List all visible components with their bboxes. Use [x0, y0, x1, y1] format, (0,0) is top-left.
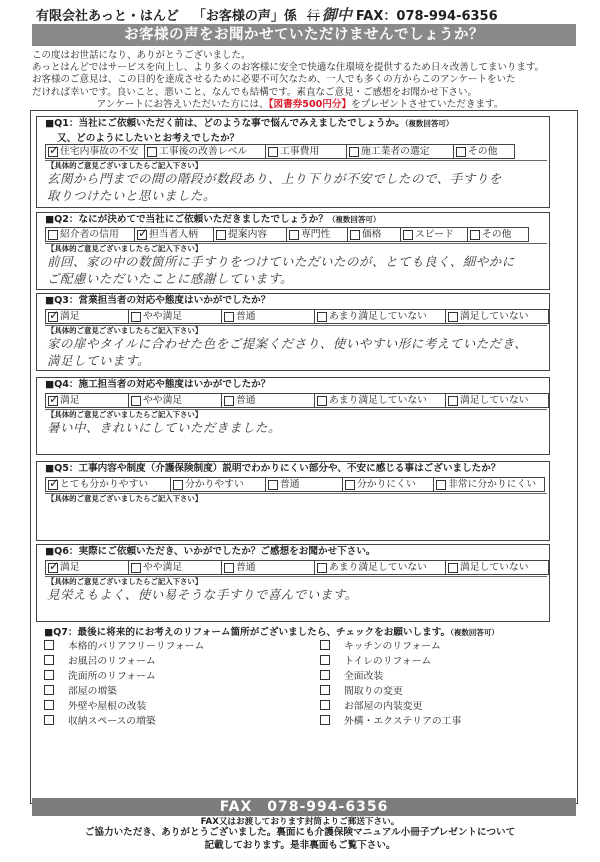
checkbox-checked-icon[interactable]: [48, 147, 58, 157]
q7-option-toilet[interactable]: トイレのリフォーム: [320, 653, 431, 666]
present-notice: [0, 96, 600, 110]
handwritten-onchu: 御中: [321, 5, 352, 24]
q5-option-very-unclear[interactable]: 非常に分かりにくい: [433, 477, 545, 492]
q6-handwritten-answer: 見栄えもよく、使い易そうな手すりで喜んでいます。: [47, 587, 358, 602]
checkbox-icon[interactable]: [131, 396, 141, 406]
q3-option-satisfied[interactable]: ✓ 満足: [45, 309, 129, 324]
q2-options: [45, 227, 528, 242]
question-q2: [36, 212, 550, 290]
checkbox-icon[interactable]: [44, 685, 54, 695]
q5-option-unclear[interactable]: 分かりにくい: [342, 477, 434, 492]
checkbox-icon[interactable]: [224, 312, 234, 322]
checkbox-icon[interactable]: [448, 312, 458, 322]
present-text: アンケートにお答えいただいた方には、: [96, 99, 269, 110]
checkbox-icon[interactable]: [448, 563, 458, 573]
q7-option-barrier-free[interactable]: 本格的バリアフリーリフォーム: [44, 638, 204, 651]
q7-option-layout-change[interactable]: 間取りの変更: [320, 683, 403, 696]
checkbox-icon[interactable]: [216, 230, 226, 240]
checkbox-icon[interactable]: [224, 396, 234, 406]
q7-option-exterior-wall[interactable]: 外壁や屋根の改装: [44, 698, 146, 711]
footer-fax-number: FAX 078-994-6356: [32, 798, 576, 816]
checkbox-icon[interactable]: [289, 230, 299, 240]
q3-title: ■Q3：営業担当者の対応や態度はいかがでしたか？: [45, 295, 271, 306]
q1-handwritten-answer: 取りつけたいと思いました。: [47, 188, 217, 203]
question-q3: [36, 293, 550, 371]
question-q1: [36, 116, 550, 208]
q2-detail: [45, 243, 547, 287]
checkbox-icon[interactable]: [320, 670, 330, 680]
checkbox-icon[interactable]: [268, 480, 278, 490]
q1-option-accident[interactable]: ✓ 住宅内事故の不安: [45, 144, 145, 159]
footer-thanks: [0, 826, 600, 852]
q7-option-interior[interactable]: お部屋の内装変更: [320, 698, 422, 711]
checkbox-checked-icon[interactable]: [48, 480, 58, 490]
detail-label: 【具体的ご意見ございましたらご記入下さい】: [47, 410, 203, 419]
intro-line: お客様のご意見は、この目的を達成させるために必要不可欠なため、一人でも多くの方からこのアンケートをいた: [32, 74, 516, 86]
checkbox-icon[interactable]: [350, 230, 360, 240]
q5-option-very-clear[interactable]: ✓ とても分かりやすい: [45, 477, 171, 492]
q1-options: [45, 144, 514, 159]
q3-handwritten-answer: 家の扉やタイルに合わせた色をご提案くださり、使いやすい形に考えていただき、: [47, 336, 528, 351]
intro-text: [32, 50, 580, 99]
department-name: 「お客様の声」係: [192, 8, 297, 24]
q2-option-price[interactable]: 価格: [347, 227, 401, 242]
q1-option-cost[interactable]: 工事費用: [265, 144, 347, 159]
detail-label: 【具体的ご意見ございましたらご記入下さい】: [47, 577, 203, 586]
checkbox-checked-icon[interactable]: [48, 396, 58, 406]
checkbox-icon[interactable]: [320, 715, 330, 725]
q6-option-normal[interactable]: 普通: [221, 560, 315, 575]
q7-option-full-renovation[interactable]: 全面改装: [320, 668, 383, 681]
detail-label: 【具体的ご意見ございましたらご記入下さい】: [47, 326, 203, 335]
q6-option-not[interactable]: 満足していない: [445, 560, 549, 575]
q2-option-personality[interactable]: ✓ 担当者人柄: [134, 227, 214, 242]
q4-option-somewhat[interactable]: やや満足: [128, 393, 222, 408]
intro-line: この度はお世話になり、ありがとうございました。: [32, 50, 251, 61]
checkbox-icon[interactable]: [320, 655, 330, 665]
present-text-end: をプレゼントさせていただきます。: [351, 99, 504, 110]
q4-title: ■Q4：施工担当者の対応や態度はいかがでしたか？: [45, 379, 271, 390]
q4-option-not-very[interactable]: あまり満足していない: [314, 393, 446, 408]
checkbox-icon[interactable]: [436, 480, 446, 490]
q5-option-normal[interactable]: 普通: [265, 477, 343, 492]
q3-options: [45, 309, 548, 324]
page-title: お客様の声をお聞かせていただけませんでしょうか？: [32, 24, 576, 46]
q5-title: ■Q5：工事内容や制度（介護保険制度）説明でわかりにくい部分や、不安に感じる事はございましたか？: [45, 463, 501, 474]
q1-subtitle: 又、どのようにしたいとお考えでしたか？: [57, 133, 240, 144]
q6-options: [45, 560, 548, 575]
checkbox-icon[interactable]: [345, 480, 355, 490]
checkbox-icon[interactable]: [317, 396, 327, 406]
q1-handwritten-answer: 玄関から門までの間の階段が数段あり、上り下りが不安でしたので、手すりを: [47, 171, 502, 186]
footer-fax-note: FAX又はお渡しております封筒よりご郵送下さい。: [200, 817, 400, 827]
q6-option-not-very[interactable]: あまり満足していない: [314, 560, 446, 575]
detail-label: 【具体的ご意見ございましたらご記入下さい】: [47, 494, 203, 503]
checkbox-icon[interactable]: [317, 312, 327, 322]
checkbox-icon[interactable]: [456, 147, 466, 157]
checkbox-icon[interactable]: [224, 563, 234, 573]
checkbox-icon[interactable]: [44, 655, 54, 665]
q6-detail: [45, 576, 547, 619]
q7-option-bath[interactable]: お風呂のリフォーム: [44, 653, 156, 666]
q7-option-washroom[interactable]: 洗面所のリフォーム: [44, 668, 156, 681]
q3-detail: [45, 325, 547, 368]
q7-option-kitchen[interactable]: キッチンのリフォーム: [320, 638, 441, 651]
checkbox-icon[interactable]: [317, 563, 327, 573]
q4-option-normal[interactable]: 普通: [221, 393, 315, 408]
q2-handwritten-answer: 前回、家の中の数箇所に手すりをつけていただいたのが、とても良く、細やかに: [47, 254, 515, 269]
checkbox-icon[interactable]: [44, 670, 54, 680]
checkbox-icon[interactable]: [131, 312, 141, 322]
q7-option-storage[interactable]: 収納スペースの増築: [44, 713, 156, 726]
question-q5: [36, 461, 550, 541]
checkbox-icon[interactable]: [173, 480, 183, 490]
company-name: 有限会社あっと・はんど: [36, 8, 179, 24]
q7-option-exterior[interactable]: 外構・エクステリアの工事: [320, 713, 461, 726]
checkbox-icon[interactable]: [403, 230, 413, 240]
q2-option-expertise[interactable]: 専門性: [286, 227, 348, 242]
q2-handwritten-answer: ご配慮いただいたことに感謝しています。: [47, 271, 294, 286]
intro-line: だければ幸いです。良いこと、悪いこと、なんでも結構です。素直なご意見・ご感想をお聞かせ下さい。: [32, 86, 477, 98]
q5-options: [45, 477, 544, 492]
q4-option-not[interactable]: 満足していない: [445, 393, 549, 408]
q3-option-somewhat[interactable]: やや満足: [128, 309, 222, 324]
q2-note: （複数回答可）: [327, 215, 381, 224]
q2-option-other[interactable]: その他: [467, 227, 529, 242]
detail-label: 【具体的ご意見ございましたらご記入下さい】: [47, 161, 203, 170]
checkbox-icon[interactable]: [44, 700, 54, 710]
q5-option-clear[interactable]: 分かりやすい: [170, 477, 266, 492]
checkbox-icon[interactable]: [470, 230, 480, 240]
checkbox-icon[interactable]: [349, 147, 359, 157]
q5-detail: [45, 493, 547, 538]
thanks-line: 記載しております。是非裏面もご覧下さい。: [204, 840, 396, 851]
q7-option-room-extension[interactable]: 部屋の増築: [44, 683, 117, 696]
checkbox-icon[interactable]: [44, 640, 54, 650]
q4-detail: [45, 409, 547, 452]
q2-option-referral[interactable]: 紹介者の信用: [45, 227, 135, 242]
q3-option-not[interactable]: 満足していない: [445, 309, 549, 324]
checkbox-icon[interactable]: [320, 640, 330, 650]
q3-handwritten-answer: 満足しています。: [47, 353, 151, 368]
question-q4: [36, 377, 550, 455]
q1-option-improvement[interactable]: 工事後の改善レベル: [144, 144, 266, 159]
checkbox-icon[interactable]: [320, 685, 330, 695]
checkbox-checked-icon[interactable]: [48, 563, 58, 573]
checkbox-checked-icon[interactable]: [48, 312, 58, 322]
q6-title: ■Q6：実際にご依頼いただき、いかがでしたか？ご感想をお聞かせ下さい。: [45, 546, 376, 557]
detail-label: 【具体的ご意見ございましたらご記入下さい】: [47, 244, 203, 253]
gift-voucher-text: 【図書券500円分】: [268, 99, 352, 110]
q1-option-contractor[interactable]: 施工業者の選定: [346, 144, 454, 159]
q7-note: （複数回答可）: [450, 628, 499, 637]
q3-option-not-very[interactable]: あまり満足していない: [314, 309, 446, 324]
checkbox-icon[interactable]: [48, 230, 58, 240]
q6-option-somewhat[interactable]: やや満足: [128, 560, 222, 575]
q4-handwritten-answer: 暑い中、きれいにしていただきました。: [47, 420, 282, 435]
checkbox-icon[interactable]: [448, 396, 458, 406]
checkbox-icon[interactable]: [268, 147, 278, 157]
checkbox-icon[interactable]: [320, 700, 330, 710]
q1-detail: [45, 160, 547, 205]
checkbox-icon[interactable]: [131, 563, 141, 573]
q2-option-speed[interactable]: スピード: [400, 227, 468, 242]
q6-option-satisfied[interactable]: ✓ 満足: [45, 560, 129, 575]
intro-line: あっとはんどではサービスを向上し、より多くのお客様に安全で快適な住環境を提供するため日々改善してまいります。: [32, 62, 545, 74]
q2-option-proposal[interactable]: 提案内容: [213, 227, 287, 242]
q4-options: [45, 393, 548, 408]
addressee-suffix: 行: [306, 8, 320, 24]
thanks-line: ご協力いただき、ありがとうございました。裏面にも介護保険マニュアル小冊子プレゼントについて: [84, 827, 516, 838]
q7-title: ■Q7：最後に将来的にお考えのリフォーム箇所がございましたら、チェックをお願いします。（複数回答可）: [44, 627, 499, 638]
q2-title: ■Q2：なにが決めてで当社にご依頼いただきましたでしょうか？（複数回答可）: [45, 214, 381, 225]
q4-option-satisfied[interactable]: ✓ 満足: [45, 393, 129, 408]
q1-option-other[interactable]: その他: [453, 144, 515, 159]
question-q6: [36, 544, 550, 622]
q1-title: ■Q1：当社にご依頼いただく前は、どのような事で悩んでみえましたでしょうか。（複数回答可）: [45, 118, 454, 129]
checkbox-icon[interactable]: [44, 715, 54, 725]
fax-number: FAX：078-994-6356: [355, 8, 498, 24]
checkbox-checked-icon[interactable]: [137, 230, 147, 240]
checkbox-icon[interactable]: [147, 147, 157, 157]
fax-header: [36, 4, 576, 24]
q3-option-normal[interactable]: 普通: [221, 309, 315, 324]
q1-note: （複数回答可）: [404, 119, 454, 128]
